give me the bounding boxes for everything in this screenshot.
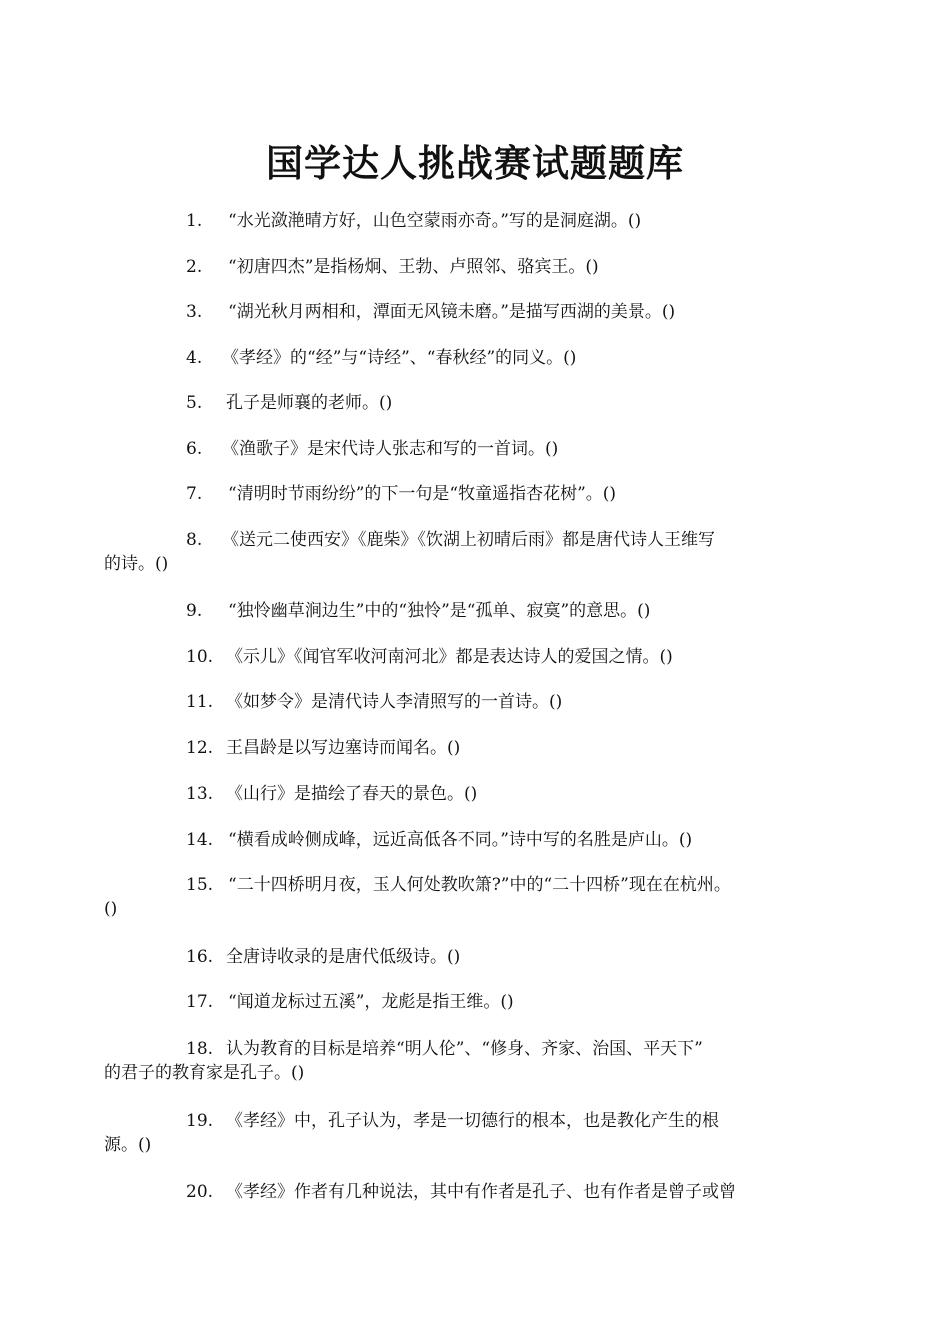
question-text: 全唐诗收录的是唐代低级诗。()	[226, 947, 461, 967]
question-number: 10.	[186, 647, 214, 667]
question-number: 16.	[186, 947, 214, 967]
question-text-continuation: 源。()	[104, 1135, 152, 1155]
question-text: 王昌龄是以写边塞诗而闻名。()	[226, 738, 461, 758]
question-number: 13.	[186, 784, 214, 804]
question-text: “独怜幽草涧边生”中的“独怜”是“孤单、寂寞”的意思。()	[228, 601, 651, 621]
question-number: 19.	[186, 1111, 214, 1131]
question-number: 15.	[186, 875, 214, 895]
question-number: 7.	[186, 484, 203, 504]
question-text: 《如梦令》是清代诗人李清照写的一首诗。()	[226, 692, 563, 712]
question-text: 《渔歌子》是宋代诗人张志和写的一首词。()	[222, 439, 559, 459]
question-text: 《送元二使西安》《鹿柴》《饮湖上初晴后雨》都是唐代诗人王维写	[222, 530, 715, 550]
question-text: “二十四桥明月夜，玉人何处教吹箫?”中的“二十四桥”现在在杭州。	[228, 875, 731, 895]
question-text: 《示儿》《闻官军收河南河北》都是表达诗人的爱国之情。()	[226, 647, 673, 667]
question-number: 3.	[186, 302, 203, 322]
question-number: 4.	[186, 348, 203, 368]
question-number: 11.	[186, 692, 214, 712]
question-text-continuation: ()	[104, 899, 118, 919]
question-text: 《孝经》中，孔子认为，孝是一切德行的根本，也是教化产生的根	[226, 1111, 719, 1131]
question-text: “湖光秋月两相和，潭面无风镜未磨。”是描写西湖的美景。()	[228, 302, 676, 322]
question-number: 17.	[186, 992, 214, 1012]
question-number: 14.	[186, 830, 214, 850]
question-text: 认为教育的目标是培养“明人伦”、“修身、齐家、治国、平天下”	[226, 1039, 703, 1059]
question-number: 5.	[186, 393, 203, 413]
question-number: 20.	[186, 1182, 214, 1202]
question-text: 《孝经》的“经”与“诗经”、“春秋经”的同义。()	[222, 348, 577, 368]
question-text: 孔子是师襄的老师。()	[226, 393, 393, 413]
document-title: 国学达人挑战赛试题题库	[266, 140, 684, 185]
question-text-continuation: 的诗。()	[104, 554, 169, 574]
question-number: 8.	[186, 530, 203, 550]
question-text: “横看成岭侧成峰，远近高低各不同。”诗中写的名胜是庐山。()	[228, 830, 693, 850]
question-text: “初唐四杰”是指杨炯、王勃、卢照邻、骆宾王。()	[228, 257, 599, 277]
question-text: 《孝经》作者有几种说法，其中有作者是孔子、也有作者是曾子或曾	[226, 1182, 736, 1202]
question-number: 2.	[186, 257, 203, 277]
question-number: 12.	[186, 738, 214, 758]
question-number: 1.	[186, 211, 203, 231]
question-text: “闻道龙标过五溪”，龙彪是指王维。()	[228, 992, 514, 1012]
question-number: 18.	[186, 1039, 214, 1059]
question-number: 9.	[186, 601, 203, 621]
question-text: “水光潋滟晴方好，山色空蒙雨亦奇。”写的是洞庭湖。()	[228, 211, 642, 231]
question-text: “清明时节雨纷纷”的下一句是“牧童遥指杏花树”。()	[228, 484, 617, 504]
question-number: 6.	[186, 439, 203, 459]
question-text-continuation: 的君子的教育家是孔子。()	[104, 1063, 305, 1083]
question-text: 《山行》是描绘了春天的景色。()	[226, 784, 478, 804]
